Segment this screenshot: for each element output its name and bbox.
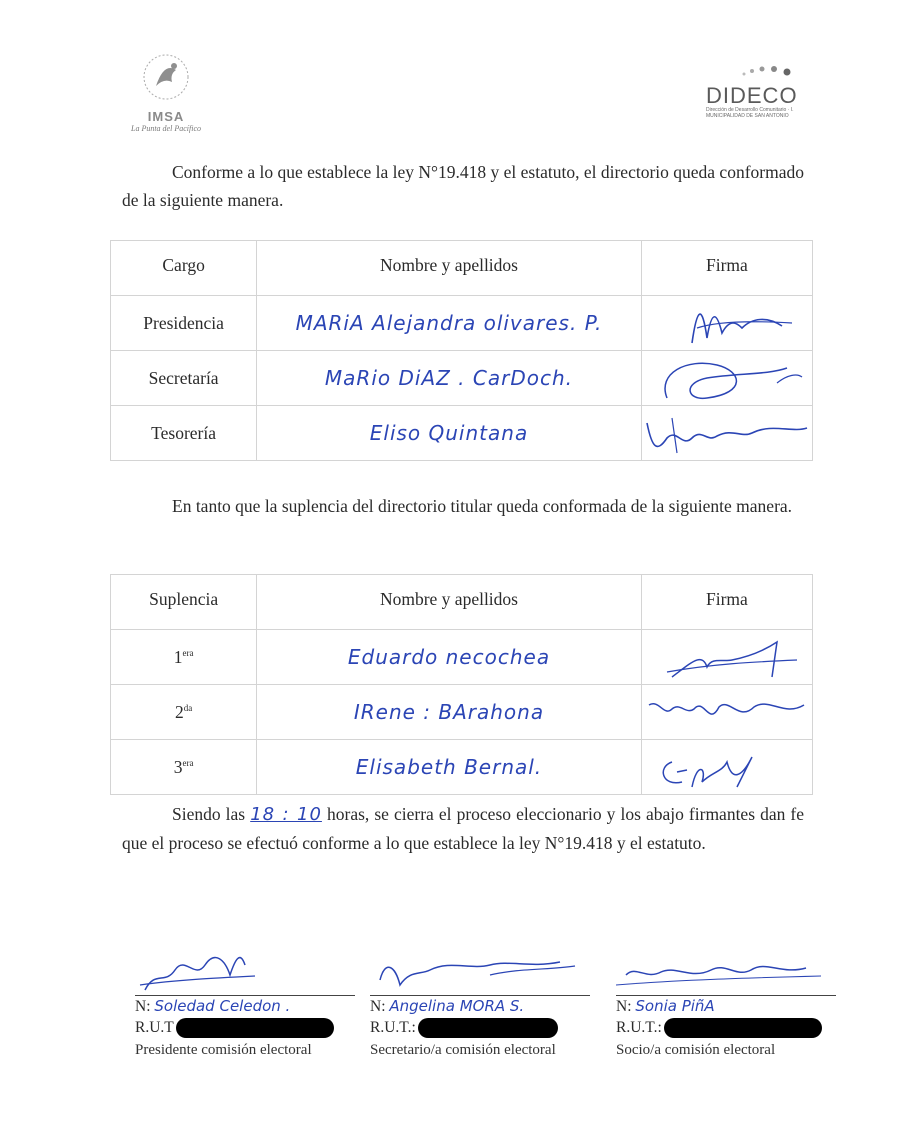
cargo-cell: Presidencia (111, 296, 257, 351)
signature-line (616, 940, 836, 996)
signatory-name: Angelina MORA S. (389, 997, 525, 1015)
nombre-cell (257, 630, 642, 685)
nombre-cell (257, 406, 642, 461)
signature-suplente-2 (644, 687, 809, 737)
dideco-logo-name: DIDECO (706, 83, 798, 108)
imsa-logo-name: IMSA (147, 109, 185, 124)
signature-line (135, 940, 355, 996)
firma-cell (641, 406, 812, 461)
nombre-cell (257, 685, 642, 740)
cargo-cell: Tesorería (111, 406, 257, 461)
firma-cell (641, 351, 812, 406)
signature-presidencia (652, 298, 802, 348)
imsa-emblem-icon (134, 52, 198, 102)
imsa-logo (118, 52, 214, 133)
column-header: Firma (641, 575, 812, 630)
handwritten-name: MaRio DiAZ . CarDoch. (324, 366, 574, 390)
nombre-cell (257, 296, 642, 351)
column-header: Nombre y apellidos (257, 241, 642, 296)
table-row (111, 351, 813, 406)
signatory-presidente (135, 940, 355, 1062)
signatory-secretario (370, 940, 590, 1062)
closing-time: 18 : 10 (250, 804, 322, 825)
imsa-logo-tagline: La Punta del Pacífico (131, 124, 201, 133)
cargo-cell: Secretaría (111, 351, 257, 406)
dideco-logo-subtitle: Dirección de Desarrollo Comunitario · I. MUNICIPALIDAD DE SAN ANTONIO (706, 107, 794, 119)
redaction-bar (176, 1018, 334, 1038)
suplencia-text: En tanto que la suplencia del directorio titular queda conformada de la siguiente manera. (172, 496, 793, 516)
rut-row: R.U.T (135, 1018, 355, 1040)
redaction-bar (664, 1018, 822, 1038)
firma-cell (641, 630, 812, 685)
column-header: Firma (641, 241, 812, 296)
handwritten-name: MARiA Alejandra olivares. P. (295, 311, 603, 335)
nombre-cell (257, 740, 642, 795)
closing-after: horas, se cierra el proceso eleccionario y los abajo firmantes dan fe que el proceso se efectuó conforme a lo que establece la ley N°19.418 y el estatuto. (122, 804, 805, 853)
signature-socio-comision (616, 940, 836, 995)
rut-row: R.U.T.: (616, 1018, 836, 1040)
signature-line (370, 940, 590, 996)
handwritten-name: IRene : BArahona (353, 700, 545, 724)
signature-secretaria (647, 353, 807, 403)
handwritten-name: Eduardo necochea (347, 645, 551, 669)
table-row (111, 740, 813, 795)
column-header: Suplencia (111, 575, 257, 630)
directorio-table (110, 240, 813, 461)
firma-cell (641, 685, 812, 740)
signature-presidente-comision (135, 940, 355, 995)
name-row: N: Sonia PiñA (616, 997, 715, 1015)
nombre-cell (257, 351, 642, 406)
signatory-name: Sonia PiñA (635, 997, 715, 1015)
dideco-dots-icon (736, 62, 796, 80)
firma-cell (641, 296, 812, 351)
redaction-bar (418, 1018, 558, 1038)
signatory-socio (616, 940, 836, 1062)
handwritten-name: Eliso Quintana (369, 421, 529, 445)
handwritten-name: Elisabeth Bernal. (355, 755, 543, 779)
signatory-name: Soledad Celedon . (154, 997, 291, 1015)
signature-suplente-3 (652, 742, 802, 792)
intro-paragraph (122, 158, 804, 214)
table-row (111, 296, 813, 351)
signatory-role: Secretario/a comisión electoral (370, 1042, 556, 1058)
table-row (111, 685, 813, 740)
intro-text: Conforme a lo que establece la ley N°19.418 y el estatuto, el directorio queda conformado de la siguiente manera. (122, 162, 804, 210)
suplencia-paragraph (122, 492, 804, 520)
signatory-role: Presidente comisión electoral (135, 1042, 312, 1058)
column-header: Cargo (111, 241, 257, 296)
table-row (111, 406, 813, 461)
dideco-logo (706, 62, 816, 119)
suplencia-ordinal: $2^{da}$ (111, 685, 257, 740)
closing-before: Siendo las (172, 804, 246, 824)
name-row: N: Soledad Celedon . (135, 997, 291, 1015)
suplencia-ordinal: $3^{era}$ (111, 740, 257, 795)
signature-secretario-comision (370, 940, 590, 995)
signature-tesoreria (642, 408, 812, 458)
signature-suplente-1 (652, 632, 802, 682)
suplencia-ordinal: $1^{era}$ (111, 630, 257, 685)
signatory-role: Socio/a comisión electoral (616, 1042, 776, 1058)
column-header: Nombre y apellidos (257, 575, 642, 630)
rut-row: R.U.T.: (370, 1018, 590, 1040)
table-header-row (111, 575, 813, 630)
name-row: N: Angelina MORA S. (370, 997, 525, 1015)
table-row (111, 630, 813, 685)
suplencia-table (110, 574, 813, 795)
table-header-row (111, 241, 813, 296)
firma-cell (641, 740, 812, 795)
closing-paragraph (122, 800, 804, 857)
